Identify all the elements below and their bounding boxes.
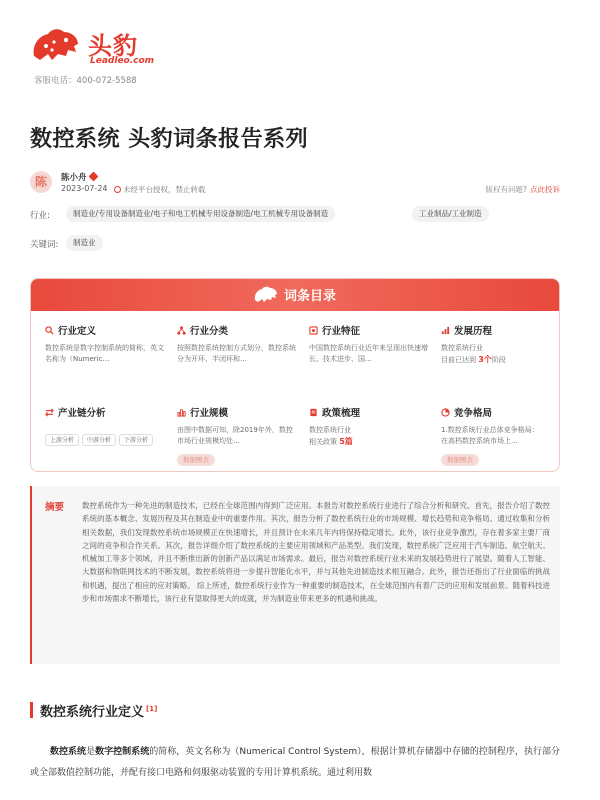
history-icon [441,326,450,335]
author-name[interactable] [61,171,97,183]
catalog-item-summary: 由图中数据可知，除2019年外，数控市场行业规模均处… [177,426,293,445]
data-chart-chip[interactable]: 数据图表 [177,454,215,466]
scale-icon [177,408,186,417]
catalog-item-competition[interactable] [441,405,560,466]
industry-tag[interactable]: 制造业/专用设备制造业/电子和电工机械专用设备制造/电工机械专用设备制造 [66,206,335,222]
feedback-question: 版权有问题? [485,185,527,194]
keyword-tag[interactable]: 制造业 [66,235,103,251]
catalog-title: 词条目录 [284,289,337,304]
stage-count: 3个 [478,355,492,364]
page-title: 数控系统 头豹词条报告系列 [30,127,309,152]
catalog-item-policy[interactable] [309,405,429,448]
definition-paragraph: 数控系统是数字控制系统的简称，英文名称为（Numerical Control System），根据计算机存储器中存储的控制程序，执行部分或全部数值控制功能，并配有接口电路和伺服驱动装置的专用计算机系统。通过利用数 [30,747,560,778]
policy-icon [309,408,318,417]
complaint-link[interactable]: 点此投诉 [530,185,560,194]
data-chart-chip[interactable]: 数据图表 [441,454,479,466]
copyright-notice-text: 未经平台授权，禁止转载 [123,185,206,194]
catalog-item-title: 政策梳理 [322,408,361,419]
term-highlight: 数控系统 [50,747,87,757]
catalog-item-history[interactable] [441,323,560,366]
catalog-item-summary [309,425,429,448]
abstract-label: 摘要 [45,502,65,513]
catalog-item-summary [441,425,560,447]
chain-icon [45,408,54,417]
policy-count: 5篇 [339,437,353,446]
catalog-item-definition[interactable] [45,323,165,365]
catalog-item-scale[interactable] [177,405,297,466]
catalog-item-summary [441,343,560,366]
service-hotline: 客服电话：400-072-5588 [34,76,137,86]
catalog-item-title: 行业特征 [322,326,361,337]
catalog-item-title: 行业分类 [190,326,229,337]
catalog-item-chain[interactable] [45,405,165,446]
catalog-item-title: 行业定义 [58,326,97,337]
catalog-item-line: 1.数控系统行业总体竞争格局： [441,426,539,434]
chain-tags [45,427,165,446]
catalog-item-title: 发展历程 [454,326,493,337]
catalog-item-line: 相关政策 5篇 [309,437,353,446]
leopard-logo-icon [30,26,82,66]
catalog-item-title: 产业链分析 [58,408,106,419]
keywords-label: 关键词: [30,240,59,250]
author-name-text: 陈小舟 [61,173,87,183]
catalog-item-line: 数控系统行业 [441,344,483,352]
industry-tag[interactable]: 工业制品/工业制造 [412,206,489,222]
leopard-logo-icon [253,283,279,307]
catalog-item-summary: 数控系统是数字控制系统的简称，英文名称为（Numeric… [45,344,164,363]
section-accent-bar [30,702,33,718]
catalog-panel [30,278,560,472]
catalog-header [31,279,559,311]
definition-icon [45,326,54,335]
section-title [40,701,157,720]
ban-icon [114,186,121,193]
abstract-box [30,486,560,664]
author-avatar: 陈 [30,171,52,193]
section-title-text: 数控系统行业定义 [40,705,145,720]
catalog-item-features[interactable] [309,323,429,365]
publish-date: 2023-07-24 [61,184,108,193]
pen-icon [88,172,98,182]
abstract-text: 数控系统作为一种先进的制造技术，已经在全球范围内得到广泛应用。本报告对数控系统行业进行了综合分析和研究。首先，报告介绍了数控系统的基本概念、发展历程及其在制造业中的重要作用。其次，报告分析了数控系统行业的市场规模、增长趋势和竞争格局。通过收集和分析相关数据，我们发现数控系统市场规模正在快速增长，并且预计在未来几年内将保持稳定增长。此外，该行业竞争激烈，存在着多家主要厂商之间的竞争和合作关系。其次，报告详细介绍了数控系统的主要应用领域和产品类型。我们发现，数控系统广泛应用于汽车制造、航空航天、机械加工等多个领域，并且不断推出新的创新产品以满足市场需求。最后，报告对数控系统行业未来的发展趋势进行了展望。随着人工智能、大数据和物联网技术的不断发展，数控系统将进一步提升智能化水平，并与其他先进制造技术相互融合。此外，报告还指出了行业面临的挑战和机遇，提出了相应的应对策略。 综上所述，数控系统行业作为一种重要的制造技术，在全球范围内有着广泛的应用和发展前景。随着科技进步和市场需求不断增长，该行业有望取得更大的成就，并为制造业带来更多的机遇和挑战。 [82,501,550,604]
feature-icon [309,326,318,335]
catalog-item-summary: 按照数控系统控制方式划分，数控系统分为开环、半闭环和… [177,344,296,363]
classification-icon [177,326,186,335]
catalog-item-line: 数控系统行业 [309,426,351,434]
midstream-tag[interactable]: 中游分析 [82,434,116,446]
catalog-item-title: 行业规模 [190,408,229,419]
downstream-tag[interactable]: 下游分析 [119,434,153,446]
leadleo-logo[interactable] [30,22,160,72]
catalog-item-title: 竞争格局 [454,408,493,419]
copyright-feedback [486,184,560,195]
catalog-item-line: 目前已达到 3个阶段 [441,355,506,364]
reference-marker[interactable]: [1] [146,704,158,713]
industry-label: 行业: [30,211,50,221]
catalog-item-line: 在高档数控系统市场上… [441,437,518,445]
catalog-item-classification[interactable] [177,323,297,365]
logo-domain: Leadleo.com [90,56,155,66]
competition-icon [441,408,450,417]
upstream-tag[interactable]: 上游分析 [45,434,79,446]
term-highlight: 数字控制系统 [95,747,150,757]
catalog-item-summary: 中国数控系统行业近年来呈现出快速增长、技术进步、国… [309,344,428,363]
copyright-notice [114,184,206,195]
logo-text: 头豹 [88,32,138,60]
